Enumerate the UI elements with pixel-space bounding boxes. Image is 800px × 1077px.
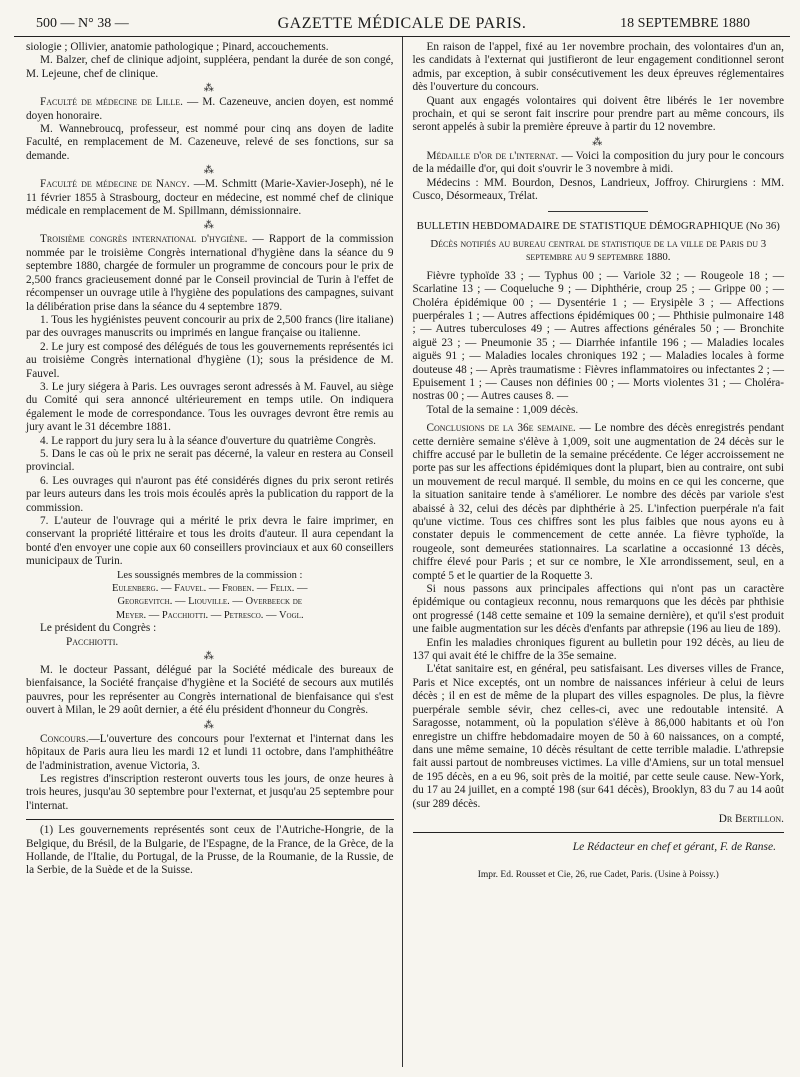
- paragraph: L'état sanitaire est, en général, peu satisfaisant. Les diverses villes de France, Paris et Nice exceptés, ont un nombre de naissances inférieur à celui de leurs décès ; il en est de même de la plupart des villes espagnoles. De plus, la fièvre puerpérale semble sévir, chez celles-ci, avec une redoutable intensité. A Saragosse, notamment, où la population s'élève à 86,000 habitants et où l'on enregistre un chiffre hebdomadaire moyen de 50 à 60 naissances, on a compté, dans une même semaine, 10 décès résultant de cette terrible maladie. L'athrepsie fait aussi partout de nombreuses victimes. La ville d'Amiens, sur un total mensuel de 195 décès, en a eu 96, soit près de la moitié, par cette seule cause. New-York, du 17 au 24 juillet, en a compté 198 (sur 641 décès), Brooklyn, 83 du 7 au 14 août (sur 289 décès.: [412, 663, 784, 810]
- editor-line: Le Rédacteur en chef et gérant, F. de Ranse.: [572, 841, 776, 854]
- footnote: (1) Les gouvernements représentés sont ceux de l'Autriche-Hongrie, de la Belgique, du Brésil, de la Bulgarie, de l'Espagne, de la France, de la Grèce, de la Hollande, de l'Italie, du Portugal, de la Prusse, de la Roumanie, de la Russie, de la Serbie, de la Suède et de la Suisse.: [26, 824, 394, 877]
- section-separator: ⁂: [203, 651, 216, 663]
- paragraph: En raison de l'appel, fixé au 1er novembre prochain, des volontaires d'un an, les candidats à l'externat qui justifieront de leur engagement conditionnel seront admis, par exception, à subir consécutivement les deux épreuves réglementaires dès l'ouverture du concours.: [412, 41, 784, 94]
- section-rule: [548, 211, 648, 212]
- journal-title: GAZETTE MÉDICALE DE PARIS.: [277, 15, 527, 32]
- section-text: —L'ouverture des concours pour l'externat et l'internat dans les hôpitaux de Paris aura lieu les mardi 12 et lundi 11 octobre, dans l'amphithéâtre de l'administration, avenue Victoria, 3.: [26, 732, 394, 772]
- columns: [14, 37, 790, 1067]
- paragraph: Enfin les maladies chroniques figurent au bulletin pour 192 décès, au lieu de 137 qui avait été le chiffre de la 35e semaine.: [412, 636, 784, 663]
- section-heading: Faculté de médecine de Nancy.: [40, 178, 190, 191]
- paragraph: M. Wannebroucq, professeur, est nommé pour cinq ans doyen de ladite Faculté, en remplacement de M. Cazeneuve, relevé de ses fonctions, sur sa demande.: [26, 123, 394, 162]
- president-name: Pacchiotti.: [66, 635, 119, 648]
- page-header: [14, 10, 790, 37]
- footnote-divider: [26, 819, 394, 820]
- printer-line: Impr. Ed. Rousset et Cie, 26, rue Cadet, Paris. (Usine à Poissy.): [477, 869, 719, 880]
- paragraph: siologie ; Ollivier, anatomie pathologique ; Pinard, accouchements.: [26, 41, 329, 53]
- section-heading: Faculté de médecine de Lille.: [40, 96, 183, 109]
- commission-members: Eulenberg. — Fauvel. — Froben. — Felix. —: [111, 583, 308, 595]
- section-heading: Troisième congrès international d'hygiène.: [40, 233, 248, 246]
- paragraph: Quant aux engagés volontaires qui doivent être libérés le 1er novembre prochain, et qui se seront fait inscrire pour prendre part au même concours, ils seront appelés à subir la première épreuve à partir du 12 novembre.: [412, 94, 784, 134]
- section-separator: ⁂: [203, 165, 216, 177]
- section-heading: Médaille d'or de l'internat.: [426, 149, 559, 162]
- statistics-list: Fièvre typhoïde 33 ; — Typhus 00 ; — Variole 32 ; — Rougeole 18 ; — Scarlatine 13 ; — Coqueluche 9 ; — Diphthérie, croup 25 ; — Grippe 00 ; — Choléra épidémique 00 ; — Dysentérie 1 ; — Erysipèle 3 ; — Affections puerpérales 1 ; — Autres affections épidémiques 00 ; — Phthisie pulmonaire 148 ; — Autres tuberculoses 49 ; — Autres affections générales 50 ; — Bronchite aiguë 23 ; — Pneumonie 35 ; — Diarrhée infantile 196 ; — Maladies locales aiguës 91 ; — Maladies locales chroniques 192 ; — Maladies locales à forme douteuse 48 ; — Après traumatisme : Fièvres inflammatoires ou infectantes 2 ; — Epuisement 1 ; — Causes non définies 00 ; — Morts violentes 31 ; — Choléra-nostras 00 ; — Autres causes 8. —: [412, 269, 784, 403]
- rule-item: 3. Le jury siégera à Paris. Les ouvrages seront adressés à M. Fauvel, au siège du Comité qui sera annoncé ultérieurement en temps utile. On indiquera également le mode de correspondance. Tous les ouvrages devront être remis au jury avant le 31 décembre 1881.: [26, 380, 394, 434]
- signature: Dr Bertillon.: [718, 812, 784, 825]
- president-label: Le président du Congrès :: [40, 622, 157, 635]
- commission-label: Les soussignés membres de la commission :: [117, 569, 303, 581]
- footer-divider: [413, 832, 785, 833]
- issue-date: 18 SEPTEMBRE 1880: [620, 16, 750, 31]
- section-text: — M. Cazeneuve, ancien doyen, est nommé doyen honoraire.: [26, 96, 394, 122]
- left-column: [14, 37, 402, 1067]
- rule-item: 5. Dans le cas où le prix ne serait pas décerné, la valeur en restera au Conseil provincial.: [26, 447, 394, 474]
- section-text: —M. Schmitt (Marie-Xavier-Joseph), né le 11 février 1855 à Strasbourg, docteur en médecine, est nommé chef de clinique médicale en remplacement de M. Spillmann, démissionnaire.: [26, 178, 394, 218]
- rule-item: 2. Le jury est composé des délégués de tous les gouvernements représentés ici au troisième Congrès international d'hygiène (1); sous la présidence de M. Fauvel.: [26, 340, 394, 380]
- section-heading: Conclusions de la 36e semaine.: [426, 422, 576, 435]
- section-separator: ⁂: [203, 83, 216, 95]
- paragraph: M. le docteur Passant, délégué par la Société médicale des bureaux de bienfaisance, la Société française d'hygiène et la Société de secours aux mutilés pauvres, pour les représenter au Congrès international de bienfaisance qui s'est ouvert à Milan, le 29 août dernier, a été élu président d'honneur du Congrès.: [26, 664, 394, 717]
- section-text: — Le nombre des décès enregistrés pendant cette dernière semaine s'élève à 1,009, soit une augmentation de 24 décès sur le chiffre accusé par le bulletin de la semaine précédente. Ce léger accroissement ne porte pas sur les affections épidémiques dont la plupart, bien au contraire, ont subi un mouvement de recul marqué. Il semble, du moins en ce qui les concerne, que la situation sanitaire tende à s'améliorer. Le nombre des décès par variole s'est abaissé à 32, celui des décès par diphthérie à 25. L'infection puerpérale n'a fait qu'une victime. Tous ces chiffres sont les plus faibles que nous ayons eu à constater depuis le commencement de cette année. La fièvre typhoïde, la rougeole, sont demeurées stationnaires. La scarlatine a occasionné 13 décès, chiffre élevé pour Paris ; et sur ce nombre, le XIe arrondissement, seul, en a compté 5 et le quartier de la Roquette 3.: [412, 422, 785, 582]
- paragraph: [26, 96, 394, 123]
- section-separator: ⁂: [203, 719, 216, 731]
- bulletin-title: BULLETIN HEBDOMADAIRE DE STATISTIQUE DÉMOGRAPHIQUE (No 36): [416, 220, 780, 233]
- rule-item: 4. Le rapport du jury sera lu à la séance d'ouverture du quatrième Congrès.: [40, 434, 376, 447]
- section-text: — Rapport de la commission nommée par le troisième Congrès international d'hygiène dans la séance du 9 septembre 1880, chargée de formuler un programme de concours pour le prix de 2,500 francs gracieusement donné par le Conseil provincial de Turin à l'effet de récompenser un ouvrage utile à l'hygiène des populations des campagnes, suivant la délibération prise dans la séance du 4 septembre 1879.: [26, 233, 394, 313]
- paragraph: [26, 733, 394, 773]
- paragraph: [413, 422, 785, 583]
- paragraph: Si nous passons aux principales affections qui n'ont pas un caractère épidémique ou contagieux reconnu, nous remarquons que les décès par phthisie ont progressé (148 cette semaine et 109 la semaine dernière), et qu'il s'est produit une faible augmentation sur les décès d'enfants par athrepsie (196 au lieu de 189).: [412, 583, 784, 636]
- rule-item: 7. L'auteur de l'ouvrage qui a mérité le prix devra le faire imprimer, en conservant la propriété littéraire et tous les droits d'auteur. Il aura cependant la bonté d'en envoyer une copie aux 60 conseillers provinciaux et aux 60 conseillers municipaux de Turin.: [26, 515, 394, 568]
- commission-members: Meyer. — Pacchiotti. — Petresco. — Vogl.: [115, 609, 304, 621]
- section-heading: Concours.: [40, 732, 89, 745]
- paragraph: Les registres d'inscription resteront ouverts tous les jours, de onze heures à trois heures, jusqu'au 30 septembre pour l'externat, et jusqu'au 25 septembre pour l'internat.: [26, 772, 394, 812]
- page-number: 500 — N° 38 —: [36, 16, 129, 31]
- paragraph: [26, 233, 394, 313]
- section-text: — Voici la composition du jury pour le concours de la médaille d'or, qui doit s'ouvrir le 3 novembre à midi.: [412, 149, 784, 176]
- commission-members: Georgevitch. — Liouville. — Overbeeck de: [117, 596, 303, 608]
- right-column: [403, 37, 791, 1067]
- section-separator: ⁂: [592, 136, 605, 148]
- section-separator: ⁂: [203, 220, 216, 232]
- rule-item: 1. Tous les hygiénistes peuvent concourir au prix de 2,500 francs (lire italiane) par des ouvrages manuscrits ou imprimés en langue française ou italienne.: [26, 313, 394, 340]
- paragraph: [413, 150, 785, 177]
- paragraph: [26, 178, 394, 218]
- rule-item: 6. Les ouvrages qui n'auront pas été considérés dignes du prix seront retirés par leurs auteurs dans les trois mois écoulés après la publication du rapport de la commission.: [26, 474, 394, 514]
- paragraph: Médecins : MM. Bourdon, Desnos, Landrieux, Joffroy. Chirurgiens : MM. Cusco, Désormeaux, Trélat.: [412, 176, 784, 203]
- deces-title: Décès notifiés au bureau central de statistique de la ville de Paris du 3 septembre au 9 septembre 1880.: [430, 237, 767, 264]
- paragraph: M. Balzer, chef de clinique adjoint, suppléera, pendant la durée de son congé, M. Lejeune, chef de clinique.: [26, 54, 394, 80]
- weekly-total: Total de la semaine : 1,009 décès.: [426, 403, 579, 416]
